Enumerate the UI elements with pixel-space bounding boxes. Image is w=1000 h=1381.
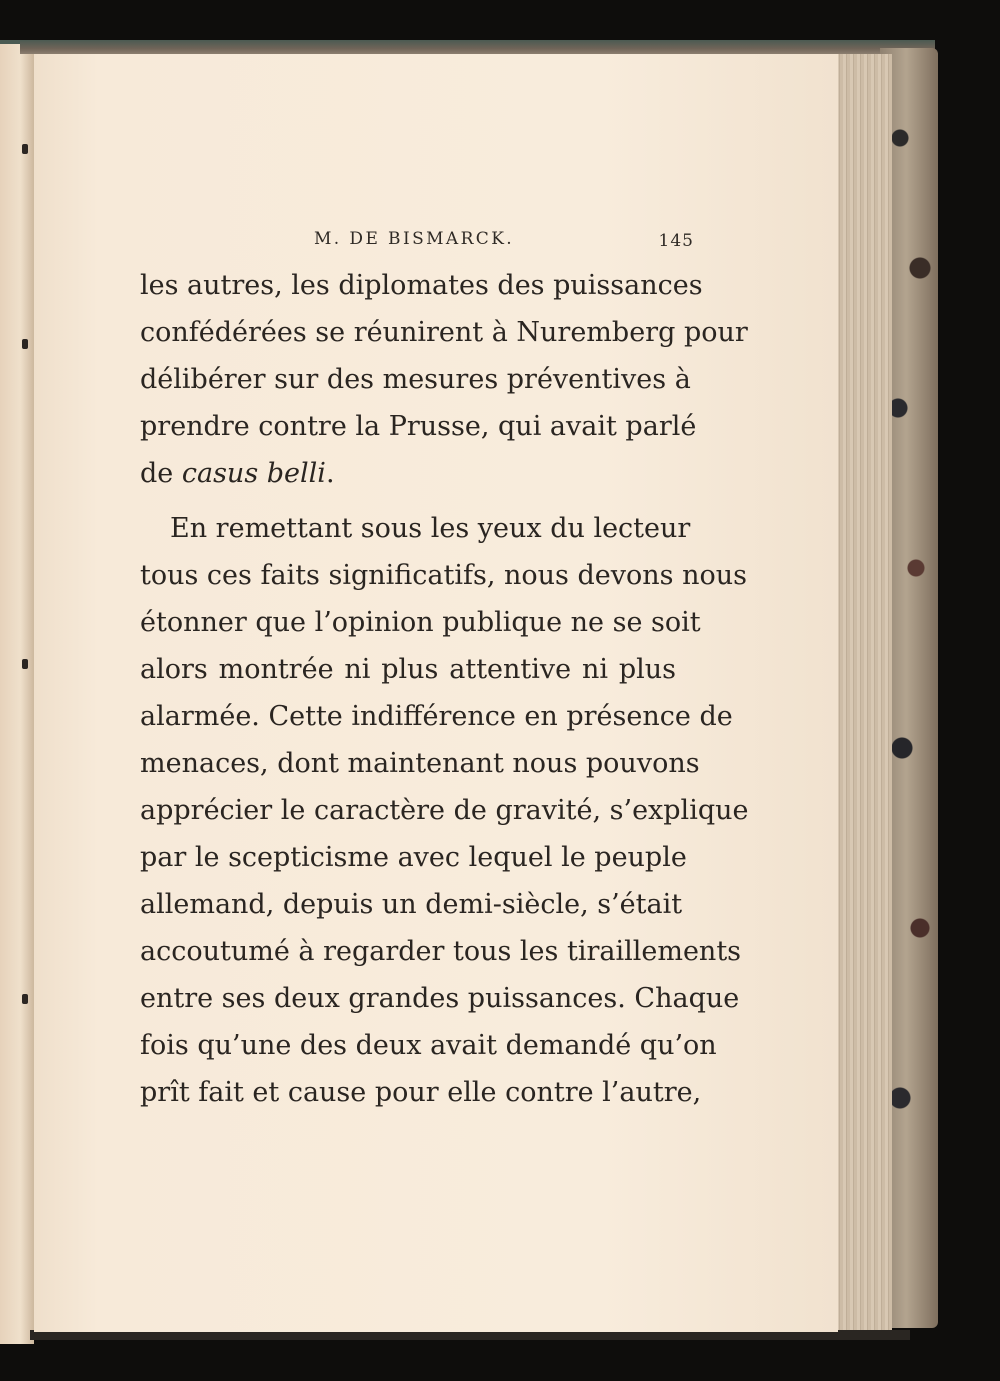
text-line: prendre contre la Prusse, qui avait parlé (140, 411, 697, 442)
text-line: En remettant sous les yeux du lecteur (170, 513, 691, 544)
text-line: tous ces faits significatifs, nous devons nous (140, 560, 747, 591)
italic-phrase: casus belli (181, 458, 326, 489)
facing-page-edge (0, 40, 34, 1344)
body-text (140, 262, 749, 1116)
binding-thread-mark (22, 994, 28, 1004)
text-line: confédérées se réunirent à Nuremberg pour (140, 317, 748, 348)
book-top-edge (20, 40, 935, 54)
page-block-edges (836, 54, 892, 1334)
binding-thread-mark (22, 659, 28, 669)
text-line: délibérer sur des mesures préventives à (140, 364, 691, 395)
text-line: par le scepticisme avec lequel le peuple (140, 842, 687, 873)
text-line: fois qu’une des deux avait demandé qu’on (140, 1030, 717, 1061)
text-fragment: de (140, 458, 182, 489)
book-page (34, 54, 838, 1332)
text-line: étonner que l’opinion publique ne se soit (140, 607, 701, 638)
page-header (314, 229, 694, 259)
text-line: les autres, les diplomates des puissances (140, 270, 703, 301)
text-line: prît fait et cause pour elle contre l’autre, (140, 1077, 702, 1108)
text-fragment: . (325, 458, 335, 489)
text-line: entre ses deux grandes puissances. Chaque (140, 983, 740, 1014)
paragraph (140, 262, 748, 497)
binding-thread-mark (22, 339, 28, 349)
text-line: alors montrée ni plus attentive ni plus (140, 654, 676, 685)
binding-thread-mark (22, 144, 28, 154)
text-line: alarmée. Cette indifférence en présence de (140, 701, 733, 732)
text-line: menaces, dont maintenant nous pouvons (140, 748, 700, 779)
text-line (140, 450, 676, 497)
page-number: 145 (658, 231, 694, 251)
running-title: M. DE BISMARCK. (314, 229, 515, 249)
text-line: apprécier le caractère de gravité, s’explique (140, 795, 749, 826)
text-line: allemand, depuis un demi-siècle, s’était (140, 889, 683, 920)
text-line: accoutumé à regarder tous les tiraillements (140, 936, 742, 967)
paragraph (140, 505, 749, 1116)
